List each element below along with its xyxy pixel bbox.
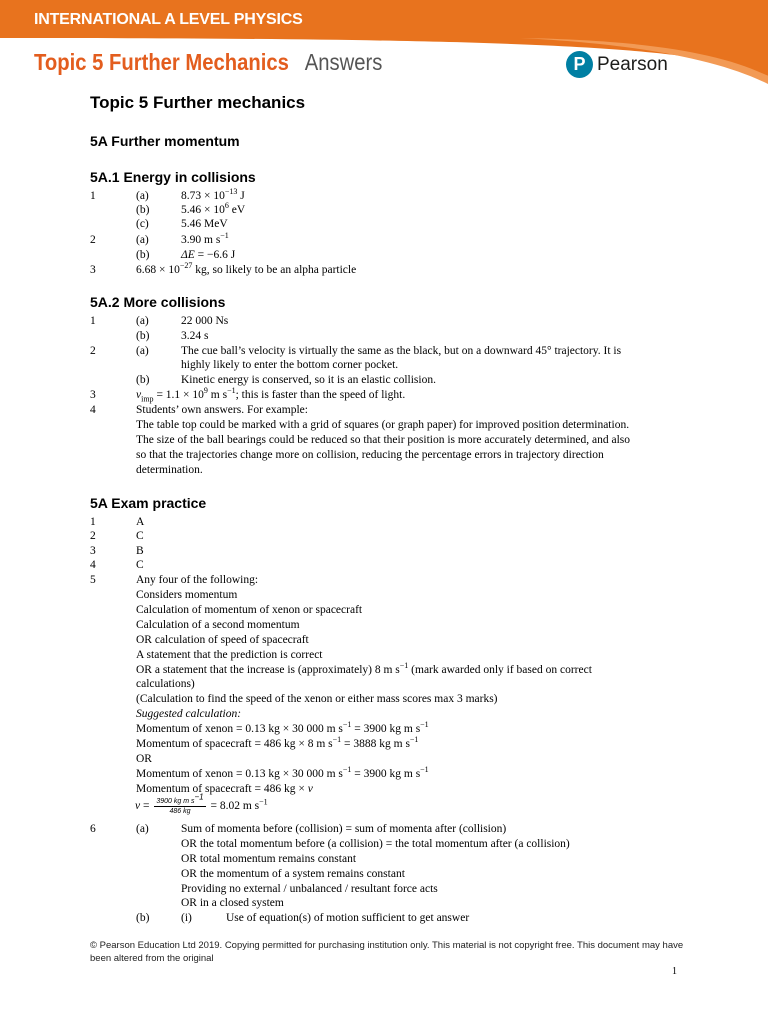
answer-text: OR a statement that the increase is (approximately) 8 m $s^{-1}$ (mark awarded only if based on correct — [136, 661, 592, 676]
answer-text: Kinetic energy is conserved, so it is an elastic collision. — [181, 374, 436, 386]
part-label: (c) — [136, 218, 149, 230]
page-title: Topic 5 Further mechanics — [90, 93, 306, 112]
question-number: 1 — [90, 516, 96, 528]
part-label: (a) — [136, 190, 149, 202]
question-number: 2 — [90, 530, 96, 542]
answer-text: $8.73 \times 10^{-13}$ J — [181, 187, 245, 202]
answer-text: 5.46 MeV — [181, 218, 228, 230]
answer-text: $5.46 \times 10^6$ eV — [181, 201, 246, 216]
part-label: (a) — [136, 345, 149, 357]
part-label: (a) — [136, 234, 149, 246]
pearson-logo — [566, 51, 668, 78]
question-number: 1 — [90, 190, 96, 202]
answer-text: calculations) — [136, 678, 195, 690]
answer-text: Any four of the following: — [136, 574, 259, 586]
mcq-answer: C — [136, 559, 144, 571]
topic-header — [34, 49, 382, 76]
answer-text: determination. — [136, 464, 203, 476]
part-label: (i) — [181, 912, 192, 924]
answer-text: The cue ball’s velocity is virtually the same as the black, but on a downward 45° trajectory. It is — [181, 345, 622, 357]
answer-text: $v_{imp} = 1.1 \times 10^9$ m $s^{-1}$; this is faster than the speed of light. — [136, 386, 406, 404]
question-number: 3 — [90, 545, 96, 557]
part-label: (b) — [136, 374, 150, 386]
mcq-answer: A — [136, 516, 145, 528]
answer-text: Calculation of momentum of xenon or spacecraft — [136, 604, 363, 616]
question-number: 1 — [90, 315, 96, 327]
answer-text: OR the total momentum before (a collision) = the total momentum after (a collision) — [181, 838, 570, 850]
subsection-heading: 5A.1 Energy in collisions — [90, 169, 256, 185]
question-number: 5 — [90, 574, 96, 586]
topic-title: Topic 5 Further Mechanics — [34, 49, 289, 75]
answer-text: Calculation of a second momentum — [136, 619, 300, 631]
subsection-heading: 5A.2 More collisions — [90, 294, 226, 310]
copyright-footer: © Pearson Education Ltd 2019. Copying permitted for purchasing institution only. This material is not copyright free. This document may have been altered from the original — [90, 940, 684, 964]
answer-text: 3.24 s — [181, 330, 209, 342]
answer-text: The size of the ball bearings could be reduced so that their position is more accurately determined, and also — [136, 434, 631, 446]
answers-label: Answers — [304, 49, 383, 75]
answer-text: Students’ own answers. For example: — [136, 404, 308, 416]
answer-text: Sum of momenta before (collision) = sum of momenta after (collision) — [181, 823, 507, 835]
subject-label: INTERNATIONAL A LEVEL PHYSICS — [34, 11, 303, 28]
pearson-logo-icon: P — [566, 51, 593, 78]
question-number: 3 — [90, 389, 96, 401]
answer-text: Momentum of xenon = 0.13 kg × 30 000 m $s^{-1} = 3900$ kg m $s^{-1}$ — [136, 765, 429, 780]
answer-text: OR calculation of speed of spacecraft — [136, 634, 309, 646]
answer-text: Use of equation(s) of motion sufficient to get answer — [226, 912, 470, 924]
answer-text: so that the trajectories change more on collision, reducing the percentage errors in trajectory direction — [136, 449, 604, 461]
question-number: 4 — [90, 404, 96, 416]
answer-text: OR in a closed system — [181, 897, 284, 909]
question-number: 2 — [90, 234, 96, 246]
question-number: 6 — [90, 823, 96, 835]
part-label: (b) — [136, 249, 150, 261]
answer-text: Momentum of xenon = 0.13 kg × 30 000 m $s^{-1} = 3900$ kg m $s^{-1}$ — [136, 720, 429, 735]
part-label: (a) — [136, 315, 149, 327]
answer-text: Considers momentum — [136, 589, 238, 601]
answer-text: 22 000 Ns — [181, 315, 229, 327]
part-label: (b) — [136, 912, 150, 924]
question-number: 3 — [90, 264, 96, 276]
subsection-heading: 5A Exam practice — [90, 495, 207, 511]
answer-text: highly likely to enter the bottom corner pocket. — [181, 359, 399, 371]
answer-text: Momentum of spacecraft = 486 kg × 8 m $s^{-1} = 3888$ kg m $s^{-1}$ — [136, 735, 419, 750]
answer-text: OR — [136, 753, 152, 765]
speed-fraction-equation: v = $\frac{3900 kg m s^{-1}}{486 kg}$ = 8.02 m $s^{-1}$ — [135, 792, 268, 815]
answer-text: A statement that the prediction is correct — [136, 649, 323, 661]
answer-text: (Calculation to find the speed of the xenon or either mass scores max 3 marks) — [136, 693, 498, 705]
fraction: $\frac{3900 kg m s^{-1}}{486 kg}$ — [156, 792, 204, 815]
part-label: (a) — [136, 823, 149, 835]
pearson-logo-text: Pearson — [597, 53, 668, 75]
answer-text: OR total momentum remains constant — [181, 853, 357, 865]
question-number: 2 — [90, 345, 96, 357]
answer-text: $6.68 \times 10^{-27}$ kg, so likely to be an alpha particle — [136, 261, 357, 276]
answer-text: OR the momentum of a system remains constant — [181, 868, 405, 880]
part-label: (b) — [136, 330, 150, 342]
page-number: 1 — [672, 966, 677, 977]
mcq-answer: C — [136, 530, 144, 542]
answer-text: Suggested calculation: — [136, 708, 242, 720]
section-heading: 5A Further momentum — [90, 133, 240, 149]
answer-text: 3.90 m $s^{-1}$ — [181, 231, 229, 246]
answer-text: Providing no external / unbalanced / resultant force acts — [181, 883, 438, 895]
answer-text: Momentum of spacecraft = 486 kg × v — [136, 783, 313, 795]
mcq-answer: B — [136, 545, 144, 557]
answer-text: The table top could be marked with a grid of squares (or graph paper) for improved position determination. — [136, 419, 630, 431]
answer-text: ΔE = −6.6 J — [181, 249, 236, 261]
question-number: 4 — [90, 559, 96, 571]
part-label: (b) — [136, 204, 150, 216]
